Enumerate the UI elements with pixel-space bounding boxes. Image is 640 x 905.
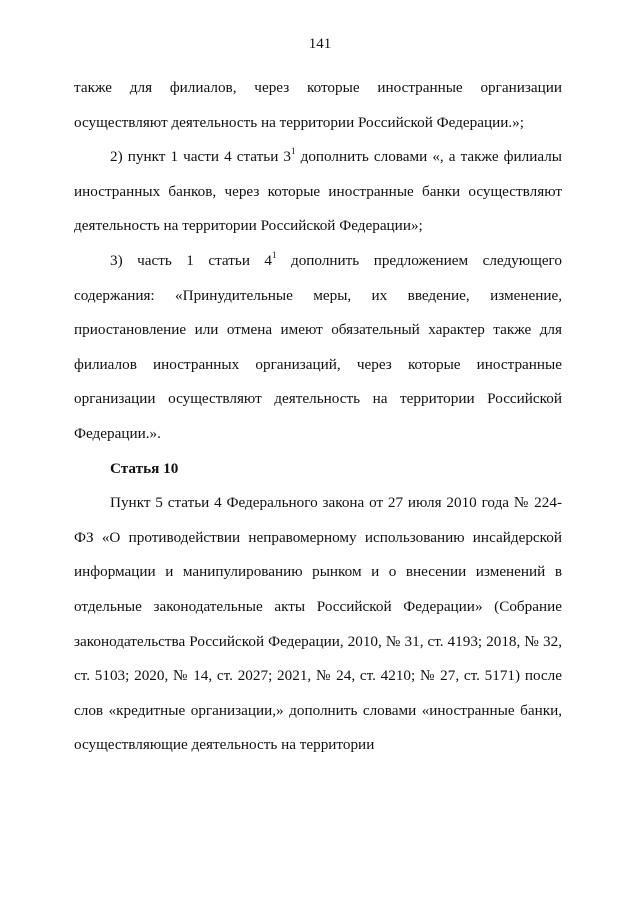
article-heading: Статья 10 xyxy=(110,459,179,477)
item-3-text-start: 3) часть 1 статьи 4 xyxy=(110,251,273,269)
paragraph-item-2 xyxy=(74,140,562,244)
document-body xyxy=(74,71,562,763)
item-2-text-end: дополнить словами «, а также филиалы иностранных банков, через которые иностранные банки осуществляют деятельность на территории Российской Федерации»; xyxy=(74,148,562,235)
item-3-superscript: 1 xyxy=(272,249,277,260)
item-2-superscript: 1 xyxy=(291,146,296,157)
item-3-text-end: дополнить предложением следующего содержания: «Принудительные меры, их введение, изменение, приостановление или отмена имеют обязательный характер также для филиалов иностранных организаций, через которые иностранные организации осуществляют деятельность на территории Российской Федерации.». xyxy=(74,251,563,442)
paragraph-article-10: Пункт 5 статьи 4 Федерального закона от 27 июля 2010 года № 224-ФЗ «О противодействии неправомерному использованию инсайдерской информации и манипулированию рынком и о внесении изменений в отдельные законодательные акты Российской Федерации» (Собрание законодательства Российской Федерации, 2010, № 31, ст. 4193; 2018, № 32, ст. 5103; 2020, № 14, ст. 2027; 2021, № 24, ст. 4210; № 27, ст. 5171) после слов «кредитные организации,» дополнить словами «иностранные банки, осуществляющие деятельность на территории xyxy=(74,494,562,754)
paragraph-continuation: также для филиалов, через которые иностранные организации осуществляют деятельность на территории Российской Федерации.»; xyxy=(74,79,562,131)
item-2-text-start: 2) пункт 1 части 4 статьи 3 xyxy=(110,148,292,166)
paragraph-item-3 xyxy=(74,244,562,452)
page-number: 141 xyxy=(308,36,332,52)
